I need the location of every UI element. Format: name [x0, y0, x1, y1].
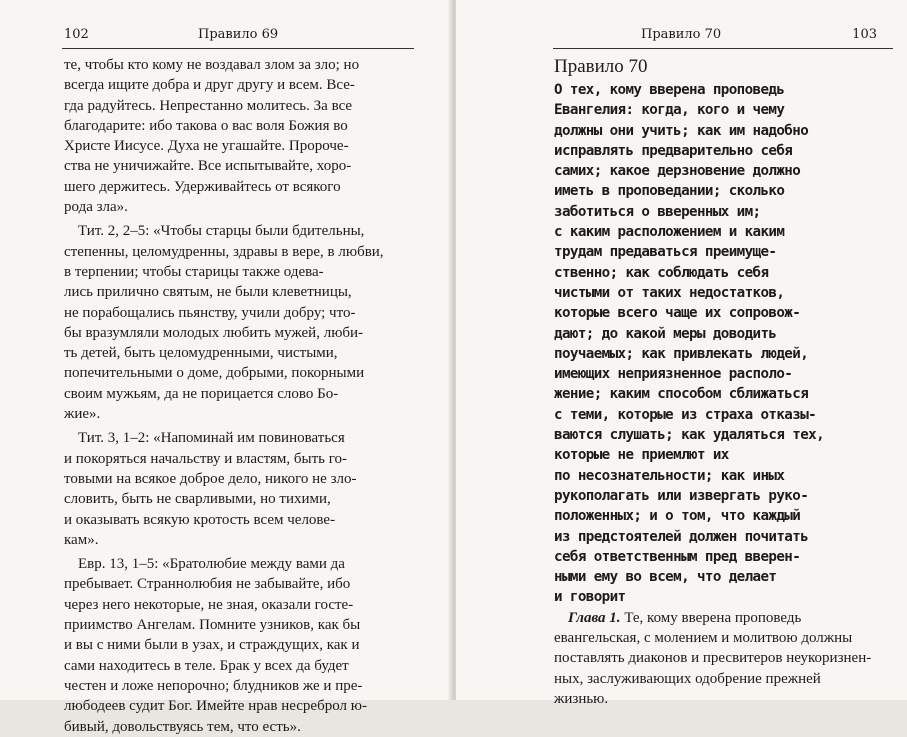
body-line: не порабощались пьянству, учили добру; что- [64, 304, 356, 321]
body-line: гда радуйтесь. Непрестанно молитесь. За все [64, 97, 353, 114]
heading-line: рукополагать или извергать руко- [554, 487, 809, 504]
rule-heading [554, 80, 894, 608]
body-line: ть детей, быть целомудренными, чистыми, [64, 345, 338, 362]
body-line: ных, заслуживающих одобрение прежней [554, 670, 821, 687]
body-line: приимство Ангелам. Помните узников, как бы [64, 617, 361, 634]
right-running-title: Правило 70 [641, 27, 722, 42]
body-line: лись прилично святым, не были клеветницы, [64, 284, 352, 301]
body-line: честен и ложе непорочно; блудников же и пре- [64, 677, 363, 694]
heading-line: жение; каким способом сближаться [554, 386, 809, 403]
heading-line: чистыми от таких недостатков, [554, 284, 785, 301]
body-line: евангельская, с молением и молитвою должны [554, 630, 853, 647]
chapter-label: Глава 1. [568, 609, 621, 626]
body-line: и вы с ними были в узах, и страждущих, как и [64, 637, 360, 654]
body-line: поставлять диаконов и пресвитеров неукоризнен- [554, 650, 872, 667]
body-line: жизнью. [554, 690, 609, 707]
heading-line: иметь в проповедании; сколько [554, 183, 785, 200]
body-line: ства не уничижайте. Все испытывайте, хоро- [64, 158, 352, 175]
body-line: любодеев судит Бог. Имейте нрав несреброл ю- [64, 698, 367, 715]
body-line: своим мужьям, да не порицается слово Бо- [64, 385, 339, 402]
scripture-reference-line: Тит. 3, 1–2: «Напоминай им повиноваться [78, 430, 345, 447]
heading-line: с теми, которые из страха отказы- [554, 406, 817, 423]
body-line: шего держитесь. Удерживайтесь от всякого [64, 178, 341, 195]
heading-line: имеющих неприязненное располо- [554, 366, 793, 383]
heading-line: исправлять предварительно себя [554, 142, 793, 159]
body-line: те, чтобы кто кому не воздавал злом за зло; но [64, 57, 360, 73]
heading-line: ваются слушать; как удаляться тех, [554, 427, 825, 444]
heading-line: дают; до какой меры доводить [554, 325, 777, 342]
chapter-first-line [554, 608, 894, 628]
left-running-title: Правило 69 [198, 27, 279, 42]
heading-line: самих; какое дерзновение должно [554, 163, 801, 180]
scripture-reference-line: Тит. 2, 2–5: «Чтобы старцы были бдительны, [78, 223, 365, 240]
body-line: в терпении; чтобы старицы также одева- [64, 263, 324, 280]
heading-line: и говорит [554, 589, 626, 606]
right-running-head [553, 27, 893, 49]
heading-line: по несознательности; как иных [554, 467, 785, 484]
body-line: бивый, довольствуясь тем, что есть». [64, 718, 301, 735]
heading-line: из предстоятелей должен почитать [554, 528, 809, 545]
heading-line: ственно; как соблюдать себя [554, 264, 769, 281]
heading-line: которые не приемлют их [554, 447, 729, 464]
body-line: жие». [64, 406, 101, 423]
body-line: и покоряться начальству и властям, быть го- [64, 450, 348, 467]
heading-line: трудам предаваться преимуще- [554, 244, 777, 261]
body-line: степенны, целомудренны, здравы в вере, в любви, [64, 243, 384, 260]
body-line: кам». [64, 531, 99, 548]
heading-line: с каким расположением и каким [554, 224, 785, 241]
scripture-reference-line: Евр. 13, 1–5: «Братолюбие между вами да [78, 556, 345, 573]
body-line: рода зла». [64, 199, 128, 216]
heading-line: О тех, кому вверена проповедь [554, 82, 785, 98]
left-running-head [62, 27, 414, 49]
body-line: всегда ищите добра и друг другу и всем. Все- [64, 77, 355, 94]
right-page-body [554, 55, 894, 709]
heading-line: поучаемых; как привлекать людей, [554, 345, 809, 362]
body-line: благодарите: ибо такова о вас воля Божия во [64, 117, 348, 134]
right-page-number: 103 [852, 27, 877, 42]
left-page-body [64, 55, 414, 737]
body-line: и оказывать всякую кротость всем челове- [64, 511, 336, 528]
body-line: словить, быть не сварливыми, но тихими, [64, 491, 331, 508]
body-line: Христе Иисусе. Духа не угашайте. Пророче- [64, 138, 349, 155]
body-line: пребывает. Страннолюбия не забывайте, ибо [64, 576, 351, 593]
body-line: бы вразумляли молодых любить мужей, люби- [64, 324, 364, 341]
left-page [0, 0, 452, 735]
chapter-first-line-text: Те, кому вверена проповедь [620, 609, 802, 626]
heading-line: себя ответственным пред вверен- [554, 548, 801, 565]
body-line: товыми на всякое доброе дело, никого не зло- [64, 470, 357, 487]
heading-line: Евангелия: когда, кого и чему [554, 102, 785, 119]
body-line: попечительными о доме, добрыми, покорными [64, 365, 365, 382]
right-page [456, 0, 907, 707]
heading-line: ными ему во всем, что делает [554, 569, 777, 586]
heading-line: должны они учить; как им надобно [554, 122, 809, 139]
heading-line: положенных; и о том, что каждый [554, 508, 801, 525]
body-line: сами находитесь в теле. Брак у всех да будет [64, 657, 349, 674]
left-page-number: 102 [64, 27, 89, 42]
rule-title: Правило 70 [554, 56, 648, 77]
heading-line: которые всего чаще их сопровож- [554, 305, 801, 322]
heading-line: заботиться о вверенных им; [554, 203, 761, 220]
body-line: через него некоторые, не зная, оказали госте- [64, 596, 354, 613]
